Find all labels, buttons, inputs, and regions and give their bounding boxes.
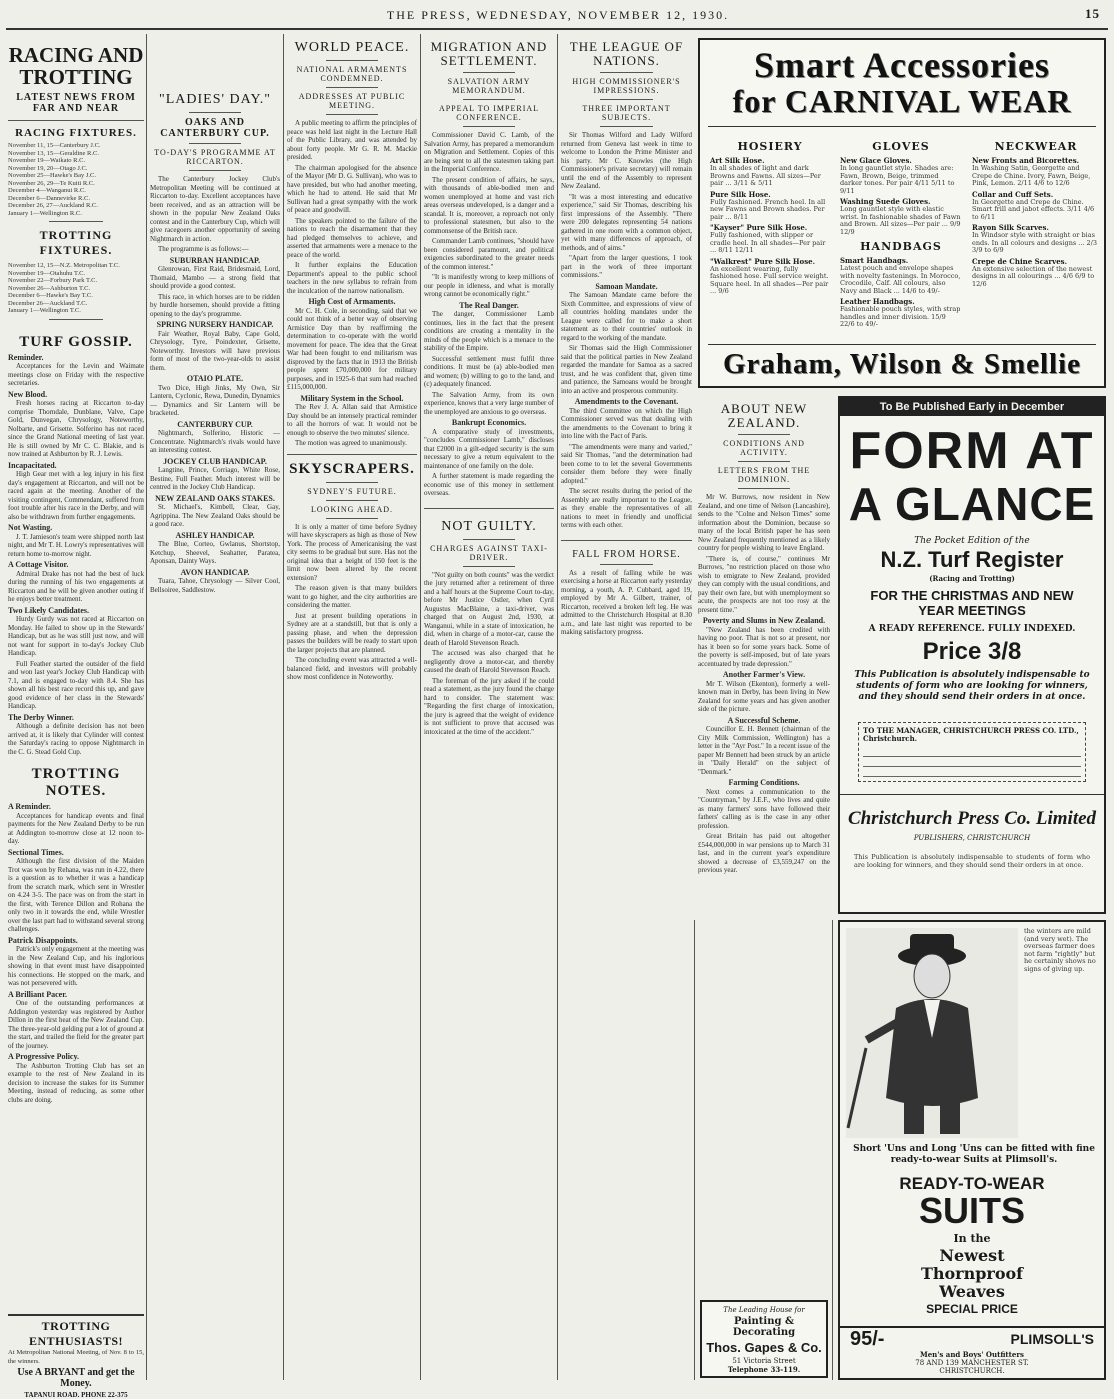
ad-body: At Metropolitan National Meeting, of Nov. 8 to 15, the winners. <box>8 1349 144 1365</box>
gloves-section <box>840 140 962 336</box>
divider <box>463 126 515 127</box>
race-heading: NEW ZEALAND OAKS STAKES. <box>155 493 275 503</box>
neckwear-section <box>972 140 1100 336</box>
divider <box>326 518 378 519</box>
ad-headline: TROTTING ENTHUSIASTS! <box>28 1319 124 1348</box>
column-divider <box>557 34 558 1380</box>
divider <box>600 72 652 73</box>
item-heading: Rayon Silk Scarves. <box>972 223 1049 232</box>
gloves-title: GLOVES <box>872 140 930 153</box>
gapes-top: The Leading House for <box>723 1306 805 1314</box>
weaves: Weaves <box>939 1282 1005 1301</box>
race-heading: OTAIO PLATE. <box>186 374 244 383</box>
carnival-title-line2: for CARNIVAL WEAR <box>732 83 1072 119</box>
race-heading: SPRING NURSERY HANDICAP. <box>156 320 274 329</box>
list-item: December 26, 27—Auckland R.C. <box>8 202 98 210</box>
hosiery-section <box>710 140 830 336</box>
skyscrapers-sub2: LOOKING AHEAD. <box>311 504 393 514</box>
not-guilty-body: "Not guilty on both counts" was the verdict the jury returned after a retirement of three and a half hours at the Supreme Court to-day, before Mr Justice Ostler, when Cyril Augustus MacBlaine, a taxi-driver, was charged that on August 2nd, 1930, at Wanganui, while in a state of intoxication, he did, when in charge of a motor-car, cause the death of Harold Stevenson Reach. The accused was also charged that he negligently drove a motor-car, and thereby caused the death of Harold Stevenson Reach. The foreman of the jury asked if he could read a statement, as the jury found the charge hard to consider. The statement was: "Regarding the first charge of intoxication, the jury is agreed that the weight of evidence is not sufficient to prove that accused was intoxicated at the time of the accident." <box>424 570 554 736</box>
list-item: November 11, 15—Canterbury J.C. <box>8 142 101 150</box>
divider <box>49 319 103 320</box>
item-heading: Collar and Cuff Sets. <box>972 189 1054 199</box>
list-item: November 26—Ashburton T.C. <box>8 284 91 292</box>
list-item: November 19—Waikato R.C. <box>8 157 86 165</box>
sub-heading: A Progressive Policy. <box>8 1052 80 1062</box>
divider <box>463 99 515 100</box>
column-migration <box>424 34 554 1380</box>
column-divider <box>283 34 284 1380</box>
column-divider <box>146 34 147 1380</box>
subhead-racing: LATEST NEWS FROM FAR AND NEAR <box>16 92 136 115</box>
column-ladies-day <box>150 34 280 1380</box>
turf-register-text: This Publication is absolutely indispensable to students of form who are looking for winners, and they should send their orders in at once. <box>854 853 1090 869</box>
sub-heading: A Reminder. <box>8 802 51 812</box>
turf-gossip-title: TURF GOSSIP. <box>19 333 133 350</box>
divider <box>738 488 791 489</box>
trotting-fixtures-title: TROTTING FIXTURES. <box>39 228 113 258</box>
item-text: In Windsor style with straight or bias ends. In all colours and designs ... 2/3 3/9 to 6/9 <box>972 231 1098 254</box>
item-text: Fully fashioned. French heel. In all new Fawns and Brown shades. Per pair ... 8/11 <box>710 197 826 221</box>
list-item: November 25—Hawke's Bay J.C. <box>8 172 97 180</box>
divider <box>600 564 652 565</box>
racing-fixtures-title: RACING FIXTURES. <box>15 127 137 140</box>
migration-title: MIGRATION AND SETTLEMENT. <box>430 39 548 68</box>
list-item: November 19, 20—Otago J.C. <box>8 164 88 172</box>
bryant-ad <box>8 1314 144 1399</box>
publish-banner: To Be Published Early in December <box>840 398 1104 416</box>
divider <box>463 566 515 567</box>
world-peace-sub2: ADDRESSES AT PUBLIC MEETING. <box>298 92 406 110</box>
world-peace-title: WORLD PEACE. <box>294 40 410 55</box>
fall-title: FALL FROM HORSE. <box>572 548 681 560</box>
list-item: December 26—Auckland T.C. <box>8 299 88 307</box>
migration-sub: SALVATION ARMY MEMORANDUM. <box>447 77 531 95</box>
divider <box>287 454 417 455</box>
sub-heading: Not Wasting. <box>8 523 53 533</box>
plimsolls-brand: PLIMSOLL'S <box>1010 1331 1094 1347</box>
item-heading: New Fronts and Bicorettes. <box>972 156 1080 165</box>
not-guilty-sub: CHARGES AGAINST TAXI-DRIVER. <box>430 543 548 562</box>
divider <box>189 143 241 144</box>
sub-heading: The Derby Winner. <box>8 712 74 722</box>
list-item: December 4—Wanganui R.C. <box>8 187 86 195</box>
league-title: THE LEAGUE OF NATIONS. <box>569 39 684 68</box>
skyscrapers-body: It is only a matter of time before Sydney will have skyscrapers as high as those of New York. The process of Americanising the vast city seems to be gradual but sure. Has not the original idea that a height of 150 feet is the limit now been altered by the recent extension? The reason given is that many builders want to go higher, and the city authorities are considering the matter. Just at present building operations in Sydney are at a standstill, but that is only a passing phase, and when the depression passes the builders will be ready to start upon the larger projects that are planned. The concluding event was attracted a well-balanced field, and investors will probably show most confidence in Noteworthy. <box>287 522 417 681</box>
suits-side-text: the winters are mild (and very wet). The overseas farmer does not farm "rightly" but he certainly shows no signs of giving up. <box>1024 927 1096 973</box>
sub-heading: Another Farmer's View. <box>722 670 806 679</box>
list-item: December 6—Dannevirke R.C. <box>8 194 90 202</box>
item-text: In Washing Satin, Georgette and Crepe de Chine. Ivory, Fawn, Beige, Pink, Lemon. 2/11 4/6 to 12/6 <box>972 164 1091 187</box>
divider <box>463 539 515 540</box>
indispensable-line: This Publication is absolutely indispensable to students of form who are looking for winners, and they should send their orders in at once. <box>854 670 1090 702</box>
league-sub2: THREE IMPORTANT SUBJECTS. <box>582 104 671 122</box>
ad-line: Use A BRYANT and get the Money. <box>17 1367 135 1389</box>
item-text: An extensive selection of the newest designs in all colourings ... 4/6 6/9 to 12/6 <box>972 264 1095 288</box>
sub-heading: New Blood. <box>8 389 48 399</box>
turf-gossip-body: Reminder. Acceptances for the Levin and Waimate meetings close on Friday with the respective secretaries. New Blood. Fresh horses racing at Riccarton to-day comprise Thorndale, Dunblane, Valve, Cape Gold, Dunvegan, Chrysology, Noteworthy, Nolbarte, and Grisette. Solferino has not raced since the Grand National meeting of last year. He is still owned by Mr C. C. Blakie, and is now trained at Ashburton by R. J. Lewis. Incapacitated. High Gear met with a leg injury in his first day's engagement at Riccarton, and will not be raced again at the meeting. Another of the visiting contingent, Commendant, suffered from foot trouble after his race in the Derby, and will also be withdrawn from further engagements. Not Wasting. J. T. Jamieson's team were shipped north last night, and Mr T. H. Lowry's representatives will return home to-morrow night. A Cottage Visitor. Admiral Drake has not had the best of luck during the running of his two engagements at Riccarton and he will be given another outing if he enjoys better treatment. Two Likely Candidates. Hurdy Gurdy was not raced at Riccarton on Monday. He failed to show up in the Stewards' Handicap, but as he was still just now, and will not want for support in to-day's Jockey Club Handicap. Full Feather started the outsider of the field and won last year's Jockey Club Handicap with 7.1, and is engaged to-day with 8.4. She has shown all his best race record this up, and gave good evidence of her class in the Stewards' Handicap. The Derby Winner. Although a definite decision has not been arrived at, it is likely that Cylinder will contest the Saturday's racing to oppose Nightmarch in the C. G. Stead Gold Cup. <box>8 352 144 756</box>
carnival-title-line1: Smart Accessories <box>754 45 1050 85</box>
carnival-ad-header <box>708 46 1096 122</box>
column-world-peace <box>287 34 417 1380</box>
item-heading: Washing Suede Gloves. <box>840 197 931 206</box>
gapes-phone: Telephone 33-119. <box>727 1365 801 1374</box>
divider <box>326 500 378 501</box>
divider <box>8 120 144 121</box>
plimsolls-suits-ad <box>838 920 1106 1328</box>
list-item: January 1—Wellington R.C. <box>8 209 82 217</box>
divider <box>738 461 791 462</box>
racing-fixtures-list <box>8 142 144 217</box>
trotting-fixtures-list <box>8 262 144 315</box>
divider <box>600 99 652 100</box>
turf-register-ad <box>838 396 1106 914</box>
fall-body: As a result of falling while he was exercising a horse at Riccarton early yesterday morning, a youth, A. P. Cubbard, aged 19, employed by Mr A. Gilbert, trainer, of Riccarton, received a broken left leg. He was admitted to the Christchurch Hospital at 8.30 a.m., and late last night was reported to be making satisfactory progress. <box>561 568 692 636</box>
divider <box>326 60 378 61</box>
item-heading: Leather Handbags. <box>840 297 915 306</box>
gentleman-illustration <box>846 928 1018 1138</box>
ladies-day-title: "LADIES' DAY." <box>159 92 271 107</box>
programme-title: TO-DAY'S PROGRAMME AT RICCARTON. <box>154 148 276 166</box>
programme-body: The Canterbury Jockey Club's Metropolitan Meeting will be continued at Riccarton to-day. Excellent acceptances have been received, and as an attraction will be shown in the popular New Zealand Oaks contest and in the Canterbury Cup, which will give racegoers another opportunity of seeing Nightmarch in action. The programme is as follows:— SUBURBAN HANDICAP. Glenrowan, First Raid, Bridesmaid, Lord, Thomaid, Mambo — a strong field that should provide a good contest. This race, in which horses are to be ridden by hurdle horsemen, should provide a fitting opening to the day's programme. SPRING NURSERY HANDICAP. Fair Weather, Royal Baby, Cape Gold, Chrysology, Tyre, Poindexter, Grisette, Noteworthy. Investors will have previous form of most of the two-year-olds to assist them. OTAIO PLATE. Two Dice, High Jinks, My Own, Sir Lantern, Cyclonic, Rewa, Dunedin, Dynamics — Dynamics and Sir Lantern will be bracketed. CANTERBURY CUP. Nightmarch, Solferino, Historic — Concentrate. Nightmarch's rivals would have an interesting contest. JOCKEY CLUB HANDICAP. Langtine, Prince, Corriago, White Rose, Bestine, Full Feather. Much interest will be centred in the Jockey Club Handicap. NEW ZEALAND OAKS STAKES. St. Michael's, Kimbell, Clear, Gay, Agrippina. The New Zealand Oaks should be a good race. ASHLEY HANDICAP. The Blue, Corteo, Gwlanus, Shortstop, Ketchup, Sheevel, Seahatter, Paratea, Aponsan, Dainty Ways. AVON HANDICAP. Tuara, Tahoe, Chrysology — Silver Cool, Bellsoiree, Saddlestow. <box>150 175 280 594</box>
divider <box>424 508 554 509</box>
item-heading: Smart Handbags. <box>840 256 909 265</box>
about-sub: CONDITIONS AND ACTIVITY. <box>723 439 805 457</box>
item-text: An excellent wearing, fully fashioned hose. Full service weight. Square heel. In all shades—Per pair ... 9/6 <box>710 264 829 295</box>
neckwear-title: NECKWEAR <box>994 140 1078 153</box>
coupon-line <box>863 757 1081 767</box>
trotting-notes-title: TROTTING NOTES. <box>31 766 121 800</box>
migration-body: Commissioner David C. Lamb, of the Salvation Army, has prepared a memorandum on Migration and Settlement. Copies of this are being sent to all the statesmen taking part in the Imperial Conference. The present condition of affairs, he says, with thousands of able-bodied men and women unemployed at home and vast rich areas overseas undeveloped, is a danger and a scandal. It is, moreover, a reproach not only to professional statesmen, but also to the commonsense of the British race. Commander Lamb continues, "should have been considered paramount, and political exigencies subordinated to the greater needs of the common interest." "It is manifestly wrong to keep millions of our people in idleness, and what is morally wrong cannot be economically right." The Real Danger. The danger, Commissioner Lamb continues, lies in the fact that the present conditions are creating a mentality in the minds of the people which is a menace to the stability of the Empire. Successful settlement must fulfil three conditions. It must be (a) able-bodied men and women; (b) willing to go to the land, and (c) adequately financed. The Salvation Army, from its own experience, knows that a very large number of the unemployed are anxious to go overseas. Bankrupt Economics. A comparative study of investments, "concludes Commissioner Lamb," discloses that £2000 in a gilt-edged security is the sum necessary to give a return equivalent to the maintenance of one family on the dole. A further statement is made regarding the economic use of this money in settlement overseas. <box>424 131 554 497</box>
list-item: November 26, 29—Te Kuiti R.C. <box>8 179 95 187</box>
sub-heading: A Successful Scheme. <box>727 715 801 725</box>
sub-heading: Patrick Disappoints. <box>8 935 78 945</box>
suit-price: 95/- <box>850 1327 885 1350</box>
item-heading: Crepe de Chine Scarves. <box>972 256 1068 266</box>
sub-heading: Farming Conditions. <box>728 778 800 787</box>
sub-heading: Bankrupt Economics. <box>451 418 527 427</box>
item-text: Fashionable pouch styles, with strap handles and inner division. 15/9 22/6 to 49/- <box>840 305 961 328</box>
sub-heading: Samoan Mandate. <box>595 281 658 291</box>
price-row <box>840 1328 1104 1350</box>
divider <box>738 434 791 435</box>
item-heading: Art Silk Hose. <box>710 156 765 165</box>
about-title: ABOUT NEW ZEALAND. <box>720 401 808 430</box>
sub-heading: Military System in the School. <box>300 393 404 403</box>
oaks-title: OAKS AND CANTERBURY CUP. <box>160 117 270 139</box>
order-coupon[interactable] <box>858 722 1086 782</box>
column-racing <box>8 34 144 1399</box>
brand-sub: Men's and Boys' Outfitters <box>919 1350 1024 1359</box>
race-heading: CANTERBURY CUP. <box>177 419 253 429</box>
headline-racing: RACING AND TROTTING <box>8 43 144 90</box>
divider <box>600 126 652 127</box>
season-line: FOR THE CHRISTMAS AND NEW YEAR MEETINGS <box>870 588 1074 618</box>
column-divider <box>420 34 421 1380</box>
skyscrapers-sub: SYDNEY'S FUTURE. <box>307 486 397 496</box>
suits-title: SUITS <box>918 1190 1025 1231</box>
item-text: Latest pouch and envelope shapes with novelty fastenings. In Morocco, Crocodile, Calf. All colours, also Navy and Black ... 14/6 to 49/- <box>840 264 961 295</box>
trotting-notes-body: A Reminder. Acceptances for handicap events and final payments for the New Zealand Derby to be run at Addington to-morrow close at 12 noon to-day. Sectional Times. Although the first division of the Maiden Trot was won by Rehana, was run in 4.22, there is a question as to whether it was a handicap from the scratch mark, which sent in Wrestler on 4.24 3-5. The pace was on from the start in the first, with Terence Dillon and Rohana the only two in it towards the end, while Wrestler over the last part had to withstand several strong challenges. Patrick Disappoints. Patrick's only engagement at the meeting was in the New Zealand Cup, and his inglorious showing in that event must have disappointed his connections. He stopped on the mark, and was not persevered with. A Brilliant Pacer. One of the outstanding performances at Addington yesterday was registered by Author Dillon in the first heat of the New Zealand Cup. The three-year-old gelding put a lot of ground at the start, and trailed the field for the greater part of the journey. A Progressive Policy. The Ashburton Trotting Club has set an example to the rest of New Zealand in its decision to increase the stakes for its Summer Meeting, instead of reducing, as some other clubs are doing. <box>8 802 144 1104</box>
column-divider <box>832 920 833 1380</box>
league-sub: HIGH COMMISSIONER'S IMPRESSIONS. <box>572 77 681 95</box>
column-divider <box>694 920 695 1380</box>
column-league <box>561 34 692 1380</box>
item-heading: New Glace Gloves. <box>840 156 912 165</box>
list-item: November 12, 15—N.Z. Metropolitan T.C. <box>8 262 120 270</box>
column-about-nz <box>698 396 830 1380</box>
page-number: 15 <box>1085 6 1100 21</box>
masthead-title: THE PRESS, WEDNESDAY, NOVEMBER 12, 1930. <box>386 8 730 22</box>
migration-sub2: APPEAL TO IMPERIAL CONFERENCE. <box>438 104 540 122</box>
divider <box>326 114 378 115</box>
divider <box>189 170 241 171</box>
race-heading: AVON HANDICAP. <box>180 567 250 577</box>
item-heading: "Kayser" Pure Silk Hose. <box>710 223 808 232</box>
in-the: In the <box>953 1232 991 1245</box>
glance-title: A GLANCE <box>848 478 1096 530</box>
masthead-rule <box>6 28 1108 30</box>
handbags-title: HANDBAGS <box>860 240 942 253</box>
race-heading: JOCKEY CLUB HANDICAP. <box>163 456 267 466</box>
item-text: In all shades of light and dark Browns and Fawns. All sizes—Per pair ... 3/11 & 5/11 <box>710 164 821 187</box>
sub-heading: Reminder. <box>8 352 44 362</box>
list-item: January 1—Wellington T.C. <box>8 307 81 315</box>
sub-heading: Sectional Times. <box>8 847 64 857</box>
gapes-name: Thos. Gapes & Co. <box>706 1340 822 1355</box>
plimsolls-ad-footer <box>838 1328 1106 1380</box>
item-text: In long gauntlet style. Shades are: Fawn, Brown, Beige, trimmed darker tones. Per pair 4/11 5/11 to 9/11 <box>840 164 955 195</box>
list-item: November 19—Otahuhu T.C. <box>8 269 86 277</box>
item-heading: "Walkrest" Pure Silk Hose. <box>710 256 816 266</box>
divider <box>840 794 1104 795</box>
sub-heading: The Real Danger. <box>459 300 519 310</box>
divider <box>561 540 692 541</box>
masthead <box>8 6 1108 24</box>
coupon-line <box>863 767 1081 777</box>
gapes-line: Painting & Decorating <box>732 1316 796 1338</box>
divider <box>326 87 378 88</box>
sub-heading: A Cottage Visitor. <box>8 560 69 570</box>
edition-line: The Pocket Edition of the <box>914 536 1030 546</box>
divider <box>463 72 515 73</box>
sub-heading: Two Likely Candidates. <box>8 605 89 615</box>
about-body: Mr W. Burrows, now resident in New Zealand, and one time of Nelson (Lancashire), sends to the "Colne and Nelson Times" some information about the Dominion, because so many of the local British paper he has seen New Zealand frequently mentioned as a likely country for people wishing to leave England. "There is, of course," continues Mr Burrows, "no restriction placed on those who wish to emigrate to New Zealand, provided they can comply with the usual conditions, and pay their own fare, but with unemployment so acute, the prospects are not too rosy at the present time." Poverty and Slums in New Zealand. "New Zealand has been credited with having no poor. That is not so at present, nor has it been so for some years back. Some of the poverty is self-imposed, but of late years accentuated by trade depression." Another Farmer's View. Mr T. Wilson (Ekenton), formerly a well-known man in Derby, has been living in New Zealand for some years and has given another side of the picture. A Successful Scheme. Councillor E. H. Bennett (chairman of the City Milk Commission, Wellington) has a letter in the "Ayr Post." In a recent issue of the paper Mr Bennett had been struck by an article in "Daily Herald" on the subject of "Denmark." Farming Conditions. Next comes a communication to the "Countryman," by J.E.F., who lives and quite as many farmers' sons have followed their fathers' calling as is the case in any other profession. Great Britain has paid out altogether £544,000,000 in war pensions up to March 31 last, and in the current year's expenditure showed a decrease of £3,559,247 on the previous year. <box>698 493 830 874</box>
league-body: Sir Thomas Wilford and Lady Wilford returned from Geneva last week in time to welcome to London the Prime Minister and his party. Mr C. Knowles (the High Commissioner's private secretary) will remain until the end of the Assembly to represent New Zealand. "It was a most interesting and educative experience," said Sir Thomas, describing his first impressions of the Assembly. "There were 200 delegates representing 54 nations gathered in one room with a common object, yet with many differences of approach, of methods, and of aims." "Apart from the larger questions, I took part in the work of three important commissions." Samoan Mandate. The Samoan Mandate came before the Sixth Committee, and expressions of view of all countries holding mandates under the League were called for to make a short statement as to their countries' outlook in regard to the working of the mandate. Sir Thomas said the High Commissioner said that the political parties in New Zealand regarded the mandate for Samoa as a sacred trust, and he was confident that, given time and patience, the Samoans would be brought into an active and prosperous community. Amendments to the Covenant. The third Committee on which the High Commissioner served was that dealing with the amendments to the Covenant to bring it into line with the Pact of Paris. "The amendments were many and varied," said Sir Thomas, "and the determination had been come to to let the several Governments consider them before they were finally adopted." The secret results during the period of the Assembly are really important to the League, as they enable the representatives of all nations to meet in friendly and unofficial terms with each other. <box>561 131 692 529</box>
item-heading: Pure Silk Hose. <box>710 189 771 199</box>
thornproof: Thornproof <box>920 1264 1024 1283</box>
item-text: Fully fashioned, with slipper or cradle heel. In all shades—Per pair ... 8/11 12/11 <box>710 231 826 254</box>
about-sub2: LETTERS FROM THE DOMINION. <box>717 466 811 484</box>
newest: Newest <box>939 1246 1005 1265</box>
divider <box>189 112 241 113</box>
not-guilty-title: NOT GUILTY. <box>441 518 537 534</box>
divider <box>49 221 103 222</box>
register-sub: (Racing and Trotting) <box>929 574 1015 583</box>
carnival-wear-ad <box>698 38 1106 388</box>
item-text: Long gauntlet style with elastic wrist. In fashionable shades of Fawn and Brown. All sizes—Per pair ... 9/9 12/9 <box>840 205 961 236</box>
company-sub: PUBLISHERS, CHRISTCHURCH <box>913 834 1031 842</box>
race-heading: ASHLEY HANDICAP. <box>175 530 255 540</box>
sub-heading: Amendments to the Covenant. <box>574 397 679 406</box>
list-item: December 6—Hawke's Bay T.C. <box>8 292 93 300</box>
hosiery-title: HOSIERY <box>737 140 803 153</box>
gapes-ad <box>700 1300 828 1378</box>
sub-heading: A Brilliant Pacer. <box>8 989 68 999</box>
list-item: November 13, 15—Geraldine R.C. <box>8 149 99 157</box>
company-name: Christchurch Press Co. Limited <box>847 808 1097 829</box>
shops-city: CHRISTCHURCH. <box>939 1367 1005 1375</box>
sub-heading: Poverty and Slums in New Zealand. <box>702 616 826 625</box>
form-at-title: FORM AT <box>849 422 1095 480</box>
sub-heading: High Cost of Armaments. <box>308 297 396 306</box>
price-line: Price 3/8 <box>922 638 1022 665</box>
divider <box>708 344 1096 345</box>
store-name: Graham, Wilson & Smellie <box>722 348 1082 380</box>
order-to: TO THE MANAGER, CHRISTCHURCH PRESS CO. LTD., Christchurch. <box>863 726 1079 743</box>
sub-heading: Incapacitated. <box>8 460 57 470</box>
register-title: N.Z. Turf Register <box>880 547 1064 572</box>
race-heading: SUBURBAN HANDICAP. <box>169 255 261 265</box>
special-price-label: SPECIAL PRICE <box>926 1302 1018 1316</box>
list-item: November 22—Forbury Park T.C. <box>8 277 98 285</box>
gapes-address: 51 Victoria Street <box>732 1357 796 1365</box>
ready-to-wear: READY-TO-WEAR <box>899 1174 1045 1193</box>
skyscrapers-title: SKYSCRAPERS. <box>289 460 415 477</box>
divider <box>326 482 378 483</box>
ad-address: TAPANUI ROAD. PHONE 22-375 <box>24 1391 128 1399</box>
shops-address: 78 AND 139 MANCHESTER ST. <box>915 1359 1029 1367</box>
divider <box>708 126 1096 127</box>
suits-intro: Short 'Uns and Long 'Uns can be fitted with fine ready-to-wear Suits at Plimsoll's. <box>853 1144 1095 1165</box>
reference-line: A READY REFERENCE. FULLY INDEXED. <box>868 624 1076 634</box>
world-peace-sub: NATIONAL ARMAMENTS CONDEMNED. <box>296 65 408 83</box>
item-text: In Georgette and Crepe de Chine. Smart frill and jabot effects. 3/11 4/6 to 6/11 <box>972 197 1095 221</box>
coupon-line <box>863 747 1081 757</box>
world-peace-body: A public meeting to affirm the principles of peace was held last night in the Lecture Hall of the Public Library, and was attended by about forty people. Mr G. R. M. Mackie presided. The chairman apologised for the absence of the Mayor (Mr D. G. Sullivan), who was to have presided, but who had another meeting, which he had to attend. He said that Mr Sullivan had a great sympathy with the work of peace and goodwill. The speakers pointed to the failure of the nations to reach the disarmament that they had pledged themselves to achieve, and asserted that armaments were a menace to the peace of the world. It further explains the Education Department's appeal to the public school teachers in the new syllabus to refrain from the inculcation of the narrow nationalism. High Cost of Armaments. Mr C. H. Cole, in seconding, said that we could not think of a better way of observing Armistice Day than by reaffirming the determination to co-operate with the world movement for peace. The idea that the Great War had been fought to end militarism was disproved by the facts that in 1913 the British people spent £70,000,000 for military purposes, and in 1925-6 that sum had reached £115,000,000. Military System in the School. The Rev J. A. Allan said that Armistice Day should be an intensely practical reminder to all the horrors of war. It would not be enough to observe the two minutes' silence. The motion was agreed to unanimously. <box>287 119 417 447</box>
